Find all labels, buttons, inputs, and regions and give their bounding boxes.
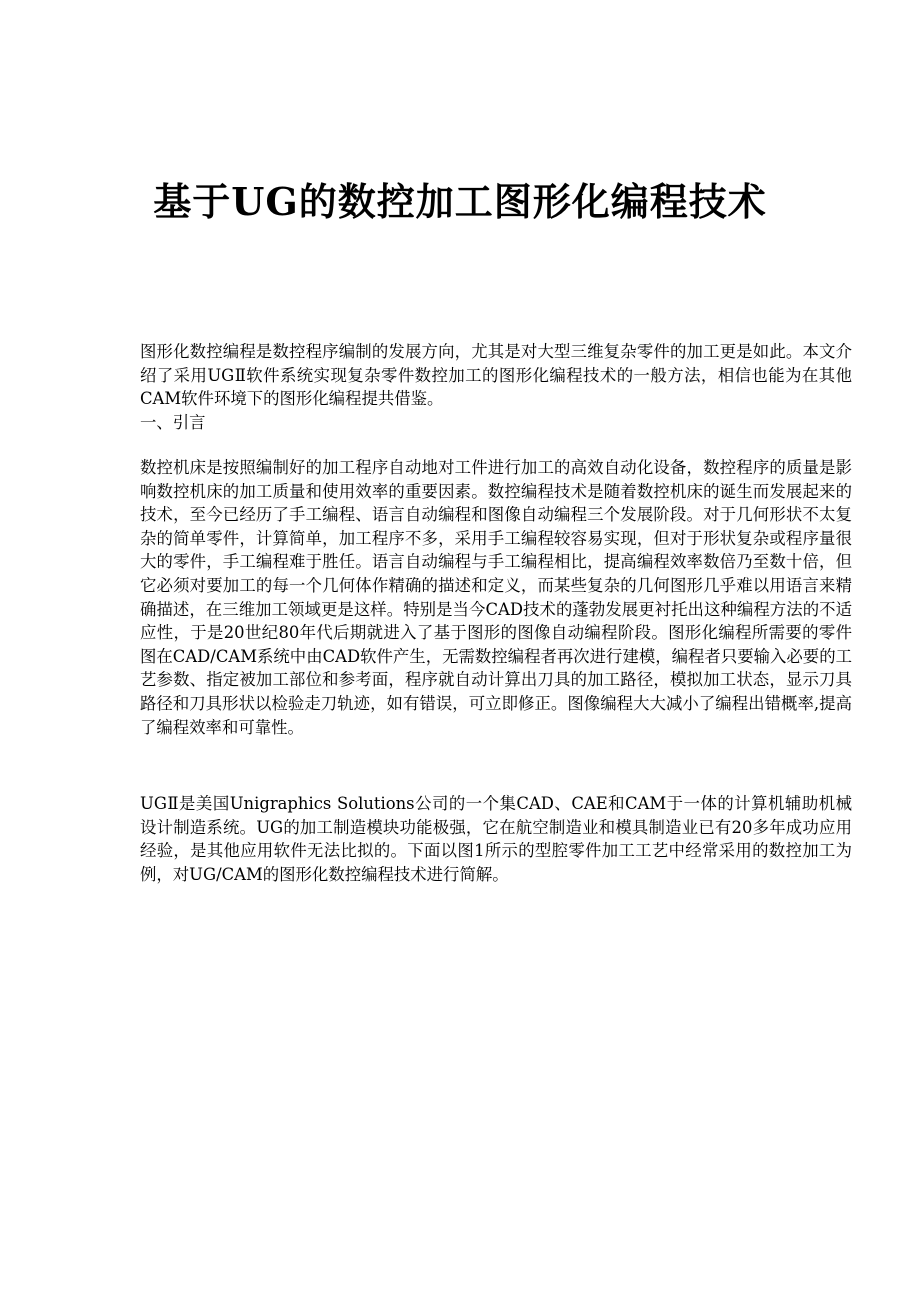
ug-overview-paragraph: UGⅡ是美国Unigraphics Solutions公司的一个集CAD、CAE和CAM于一体的计算机辅助机械设计制造系统。UG的加工制造模块功能极强，它在航空制造业和模具制造业已有20多年成功应用经验，是其他应用软件无法比拟的。下面以图1所示的型腔零件加工工艺中经常采用的数控加工为例，对UG/CAM的图形化数控编程技术进行简解。 (140, 794, 852, 884)
document-title: 基于UG的数控加工图形化编程技术 (153, 179, 767, 224)
abstract-block (140, 340, 852, 434)
ug-overview-block (140, 792, 852, 886)
section-heading-introduction: 一、引言 (140, 412, 206, 432)
abstract-paragraph: 图形化数控编程是数控程序编制的发展方向，尤其是对大型三维复杂零件的加工更是如此。本文介绍了采用UGⅡ软件系统实现复杂零件数控加工的图形化编程技术的一般方法，相信也能为在其他CAM软件环境下的图形化编程提共借鉴。 (140, 342, 852, 409)
introduction-block (140, 456, 852, 739)
introduction-paragraph: 数控机床是按照编制好的加工程序自动地对工件进行加工的高效自动化设备，数控程序的质量是影响数控机床的加工质量和使用效率的重要因素。数控编程技术是随着数控机床的诞生而发展起来的技术，至今已经历了手工编程、语言自动编程和图像自动编程三个发展阶段。对于几何形状不太复杂的简单零件，计算简单，加工程序不多，采用手工编程较容易实现，但对于形状复杂或程序量很大的零件，手工编程难于胜任。语言自动编程与手工编程相比，提高编程效率数倍乃至数十倍，但它必须对要加工的每一个几何体作精确的描述和定义，而某些复杂的几何图形几乎难以用语言来精确描述，在三维加工领域更是这样。特别是当今CAD技术的蓬勃发展更衬托出这种编程方法的不适应性，于是20世纪80年代后期就进入了基于图形的图像自动编程阶段。图形化编程所需要的零件图在CAD/CAM系统中由CAD软件产生，无需数控编程者再次进行建模，编程者只要输入必要的工艺参数、指定被加工部位和参考面，程序就自动计算出刀具的加工路径，模拟加工状态，显示刀具路径和刀具形状以检验走刀轨迹，如有错误，可立即修正。图像编程大大减小了编程出错概率,提高了编程效率和可靠性。 (140, 458, 852, 737)
